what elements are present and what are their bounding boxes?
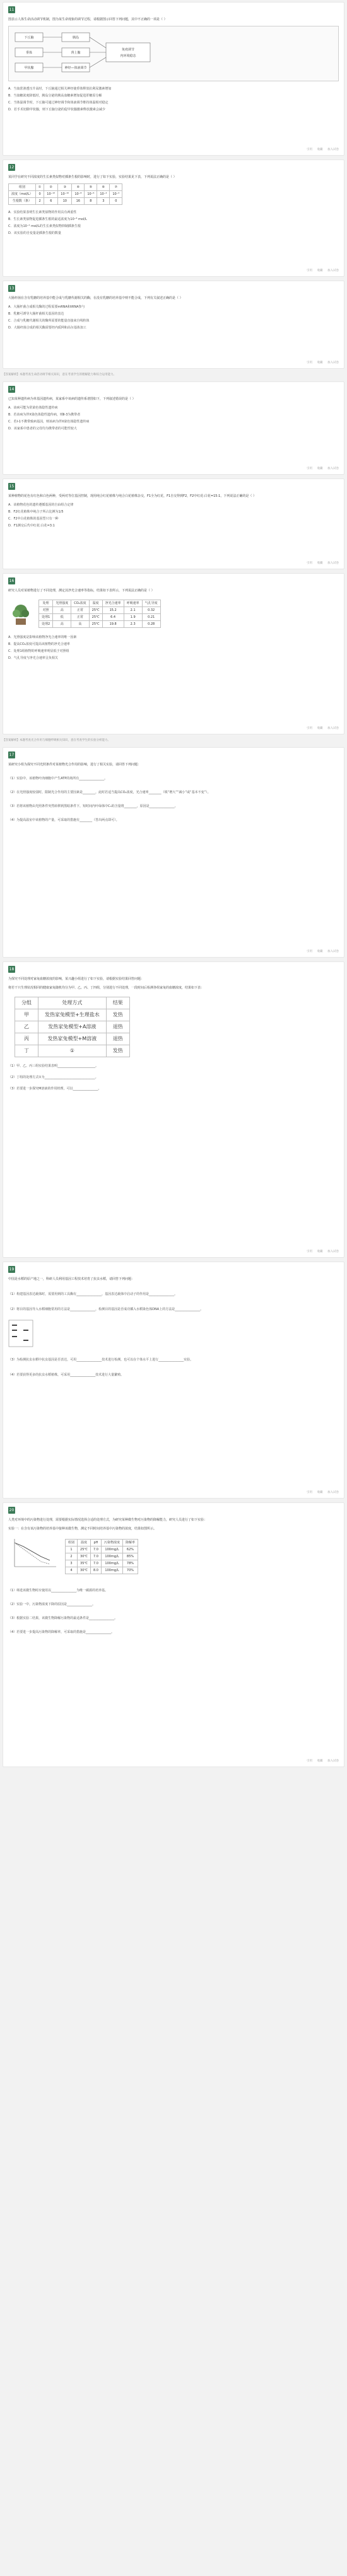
question-number: 15: [9, 484, 15, 489]
table-cell: 25℃: [89, 621, 102, 628]
sub-question: （4）若要进一步提高污染物的降解率，可采取的措施是________________。: [8, 1630, 115, 1634]
data-table: [8, 183, 122, 205]
table-row: [66, 1553, 138, 1560]
question-number: 13: [9, 286, 15, 291]
option[interactable]: C．处理1组植物的呼吸速率明显低于对照组: [8, 649, 69, 653]
table-cell: 10⁻²: [110, 191, 122, 198]
table-row: [15, 1033, 130, 1045]
series-line: [15, 1543, 50, 1564]
cite-button[interactable]: 引用: [307, 727, 313, 730]
fig-label: 免疫调节: [121, 48, 135, 52]
question-actions: [303, 467, 339, 472]
table-cell: 处理1: [39, 614, 53, 621]
option[interactable]: B．乳糖可诱导大肠杆菌相关基因的表达: [8, 312, 64, 316]
table-cell: 发热家兔模型+A溶液: [38, 1021, 107, 1033]
table-cell: 25℃: [89, 607, 102, 614]
question-number: 12: [9, 165, 15, 170]
option[interactable]: D．F1测交后代中红花:白花=3:1: [8, 524, 55, 528]
add-to-paper-button[interactable]: 加入试卷: [327, 361, 339, 364]
table-header-cell: 组别: [66, 1540, 78, 1546]
option[interactable]: A．当血浆渗透压升高时，下丘脑通过相关神经使垂体释放抗利尿激素增加: [8, 87, 112, 91]
plant-image: [8, 601, 33, 626]
question-stem: 图表示人体生命活动调节机制，图为某生命现象的调节过程，请根据图示回答下列问题，其中不正确的一项是（ ）: [8, 18, 167, 21]
question-stem: 已知某种遗传病为单基因遗传病，某家系中该病的遗传系谱图如下，下列叙述错误的是（ ）: [8, 397, 136, 401]
add-to-paper-button[interactable]: 加入试卷: [327, 269, 339, 272]
question-card: [3, 381, 344, 475]
table-cell: 10⁻⁴: [97, 191, 110, 198]
add-to-paper-button[interactable]: 加入试卷: [327, 1491, 339, 1494]
question-stem: 某种植物的花色有红色和白色两种，受两对等位基因控制，现用纯合红花植株与纯合白花植株杂交，F1全为红花，F1自交得到F2，F2中红花:白花=15:1，下列说法正确的是（ ）: [8, 494, 256, 498]
table-header-cell: ①: [35, 184, 44, 191]
table-cell: 78%: [122, 1560, 138, 1567]
table-row: [66, 1560, 138, 1567]
fig-label: 下丘脑: [24, 36, 34, 40]
data-table: [65, 1539, 138, 1574]
table-header-cell: 温度: [89, 600, 102, 607]
sub-question: （3）若要进一步探究M溶液的作用机理，可以________________。: [8, 1087, 102, 1091]
table-row: [15, 1021, 130, 1033]
favorite-button[interactable]: 收藏: [317, 562, 323, 565]
question-card: [3, 573, 344, 734]
option[interactable]: B．当血糖浓度降低时，胰岛分泌的胰高血糖素增加促进肝糖原分解: [8, 94, 102, 98]
sub-question: （1）实验中，该植物叶肉细胞中产生ATP的场所有________________。: [8, 777, 108, 780]
table-header-cell: ③: [58, 184, 72, 191]
table-header-cell: 结果: [106, 997, 129, 1009]
question-card: [3, 1262, 344, 1499]
table-cell: 0.21: [142, 614, 160, 621]
table-cell: 高: [53, 607, 71, 614]
cite-button[interactable]: 引用: [307, 148, 313, 151]
sub-question: （1）构建基因表达载体时，需要用到的工具酶有________________，基因表达载体中启动子的作用是________________。: [8, 1292, 178, 1296]
option[interactable]: D．气孔导度与净光合速率呈负相关: [8, 656, 58, 660]
table-cell: 2.3: [124, 621, 142, 628]
regulation-diagram: [11, 29, 156, 77]
fig-label: 神经—体液调节: [64, 66, 87, 70]
question-number: 16: [9, 579, 15, 583]
sub-question: （1）甲、乙、丙三组实验结果表明________________________。: [8, 1064, 99, 1068]
question-number: 14: [9, 387, 15, 392]
table-cell: 高: [71, 621, 89, 628]
question-card: [3, 747, 344, 958]
table-cell: 1: [66, 1546, 78, 1553]
question-card: [3, 1502, 344, 1767]
table-cell: 19.8: [102, 621, 124, 628]
question-intro: 将若干只生理状况相同的健康家兔随机均分为甲、乙、丙、丁四组，分别进行不同处理，一段时间后检测各组家兔的血糖浓度，结果如下表：: [8, 986, 204, 990]
question-stem: 中国是水稻的原产地之一，科研人员利用基因工程技术培育了抗虫水稻，请回答下列问题：: [8, 1277, 135, 1281]
table-cell: 2: [35, 198, 44, 205]
table-row: [66, 1546, 138, 1553]
question-card: [3, 160, 344, 277]
table-cell: 发热: [106, 1045, 129, 1057]
table-cell: 8: [85, 198, 97, 205]
fig-label: 胰岛: [72, 36, 79, 40]
option[interactable]: B．提高CO₂浓度可提高该植物的净光合速率: [8, 642, 70, 646]
sub-question: （4）为提高温室中该植物的产量，可采取的措施有________（答出两点即可）。: [8, 818, 119, 822]
option[interactable]: B．生长素类似物促进插条生根的最适浓度为10⁻⁸ mol/L: [8, 218, 87, 221]
table-cell: 丁: [15, 1045, 38, 1057]
option[interactable]: A．光照强度是影响该植物净光合速率的唯一因素: [8, 635, 77, 639]
table-cell: 3: [66, 1560, 78, 1567]
table-cell: 低: [53, 614, 71, 621]
answer-note: 【答案解析】本题考查生命活动调节相关知识，意在考查学生的理解能力和综合运用能力。: [3, 373, 116, 376]
table-cell: 正常: [71, 607, 89, 614]
table-row: [15, 1045, 130, 1057]
table-cell: 25℃: [78, 1546, 91, 1553]
question-actions: [303, 1250, 339, 1255]
electrophoresis-image: [8, 1320, 33, 1347]
option[interactable]: A．该植物花色的遗传遵循基因的自由组合定律: [8, 503, 74, 507]
table-header-cell: 光照强度: [53, 600, 71, 607]
table-header-cell: ④: [72, 184, 85, 191]
table-cell: 3: [97, 198, 110, 205]
sub-question: （2）在光照强度较弱时，限制光合作用的主要因素是________，此时若适当提高CO₂浓度，光合速率________（填“增大”“减小”或“基本不变”）。: [8, 791, 211, 794]
table-cell: 25℃: [89, 614, 102, 621]
add-to-paper-button[interactable]: 加入试卷: [327, 950, 339, 953]
table-header-cell: ⑦: [110, 184, 122, 191]
favorite-button[interactable]: 收藏: [317, 950, 323, 953]
sub-question: （4）若要获得更多的抗虫水稻植株，可采用________________技术进行大量繁殖。: [8, 1373, 124, 1377]
table-cell: 0.32: [142, 607, 160, 614]
option[interactable]: B．若该病为伴X染色体隐性遗传病，则Ⅱ-3为携带者: [8, 413, 81, 417]
option[interactable]: D．大肠杆菌合成的相关酶需要经内质网和高尔基体加工: [8, 326, 86, 330]
option[interactable]: C．F2中白花植株的基因型只有一种: [8, 517, 59, 521]
table-header-cell: 处理方式: [38, 997, 107, 1009]
data-table: [38, 600, 161, 628]
table-cell: 发热家兔模型+M溶液: [38, 1033, 107, 1045]
table-cell: 丙: [15, 1033, 38, 1045]
table-cell: 10⁻¹⁰: [58, 191, 72, 198]
option[interactable]: C．合成与乳糖代谢相关的酶所需要的能量直接来自线粒体: [8, 319, 90, 323]
table-cell: 乙: [15, 1021, 38, 1033]
question-card: [3, 479, 344, 569]
table-cell: 2: [66, 1553, 78, 1560]
table-cell: 0: [35, 191, 44, 198]
table-row: [39, 621, 161, 628]
question-actions: [303, 269, 339, 274]
cite-button[interactable]: 引用: [307, 562, 313, 565]
fig-label: 内环境稳态: [120, 54, 136, 58]
question-stem: 人类对环境中的污染物进行处理，需要根据实际情况选择合适的处理方式，为研究某种微生物对污染物的降解能力，研究人员进行了如下实验：: [8, 1518, 208, 1522]
table-cell: 100mg/L: [101, 1553, 122, 1560]
table-header-cell: 降解率: [122, 1540, 138, 1546]
table-cell: 退热: [106, 1021, 129, 1033]
favorite-button[interactable]: 收藏: [317, 361, 323, 364]
table-row: [39, 607, 161, 614]
line-chart: [8, 1536, 59, 1572]
question-stem: 大肠杆菌在含有乳糖的培养基中能合成与乳糖代谢相关的酶，在没有乳糖的培养基中则不能合成，下列有关叙述正确的是（ ）: [8, 296, 183, 300]
cite-button[interactable]: 引用: [307, 1250, 313, 1253]
table-cell: 70%: [122, 1567, 138, 1574]
option[interactable]: D．该实验的自变量是插条生根的数量: [8, 231, 61, 235]
table-cell: 30℃: [78, 1553, 91, 1560]
table-cell: 10: [58, 198, 72, 205]
question-actions: [303, 148, 339, 153]
sub-question: （2）丁组的处理方式①为________________________________。: [8, 1076, 98, 1079]
question-card: [3, 281, 344, 369]
question-number: 20: [9, 1508, 15, 1512]
question-card: [3, 961, 344, 1258]
table-cell: 退热: [106, 1033, 129, 1045]
table-row: [66, 1567, 138, 1574]
table-cell: 16: [72, 198, 85, 205]
question-card: [3, 2, 344, 156]
sub-question: （2）实验一中，污染物浓度下降的原因是________________。: [8, 1603, 96, 1606]
series-line: [15, 1543, 50, 1560]
question-number: 17: [9, 753, 15, 757]
table-header-cell: ⑥: [97, 184, 110, 191]
table-cell: 0: [110, 198, 122, 205]
option[interactable]: D．若手术切除甲状腺，则下丘脑分泌的促甲状腺激素释放激素会减少: [8, 108, 105, 112]
table-cell: 30℃: [78, 1567, 91, 1574]
table-header-cell: 气孔导度: [142, 600, 160, 607]
table-cell: 6.4: [102, 614, 124, 621]
figure-and-table: [8, 597, 339, 633]
table-cell: 10⁻⁸: [72, 191, 85, 198]
table-row: [9, 191, 122, 198]
cite-button[interactable]: 引用: [307, 361, 313, 364]
table-cell: 85%: [122, 1553, 138, 1560]
question-stem: 某同学在研究不同浓度的生长素类似物对插条生根的影响时，进行了如下实验，实验结果见下表，下列说法正确的是（ ）: [8, 175, 177, 179]
gel-figure: [8, 1320, 339, 1347]
favorite-button[interactable]: 收藏: [317, 727, 323, 730]
table-cell: ①: [38, 1045, 107, 1057]
chart-and-table: [8, 1536, 339, 1579]
table-cell: 8.0: [91, 1567, 102, 1574]
add-to-paper-button[interactable]: 加入试卷: [327, 148, 339, 151]
option[interactable]: C．浓度为10⁻² mol/L的生长素类似物抑制插条生根: [8, 224, 81, 228]
table-cell: 0.28: [142, 621, 160, 628]
table-cell: 35℃: [78, 1560, 91, 1567]
sub-question: （2）将目的基因导入水稻细胞常用的方法是________________，检测目的基因是否成功插入水稻染色体DNA上的方法是________________。: [8, 1308, 204, 1311]
question-number: 18: [9, 967, 15, 972]
add-to-paper-button[interactable]: 加入试卷: [327, 467, 339, 470]
sub-question: （3）若将该植物由光照条件突然转移到黑暗条件下，短时间内叶绿体中C₃的含量将________，原因是________________。: [8, 804, 178, 808]
add-to-paper-button[interactable]: 加入试卷: [327, 1760, 339, 1763]
table-cell: 2.1: [124, 607, 142, 614]
favorite-button[interactable]: 收藏: [317, 1760, 323, 1763]
answer-note: 【答案解析】本题考查光合作用与细胞呼吸相关知识，意在考查学生的实验分析能力。: [3, 739, 110, 742]
sub-question: （1）筛选该微生物时应使用以________________为唯一碳源的培养基。: [8, 1589, 109, 1593]
option[interactable]: A．大肠杆菌合成相关酶的过程需要mRNA和tRNA参与: [8, 305, 85, 309]
table-row: [15, 1009, 130, 1021]
table-header-cell: 温度: [78, 1540, 91, 1546]
table-cell: 6: [44, 198, 58, 205]
option[interactable]: A．该病可能为常染色体隐性遗传病: [8, 406, 58, 410]
table-cell: 处理2: [39, 621, 53, 628]
table-cell: 7.0: [91, 1546, 102, 1553]
table-cell: 甲: [15, 1009, 38, 1021]
table-header-cell: ②: [44, 184, 58, 191]
diagram-figure: [8, 26, 339, 81]
question-actions: [303, 726, 339, 731]
fig-label: 肾上腺: [71, 51, 81, 55]
question-number: 11: [9, 8, 15, 12]
table-header-cell: 处理: [39, 600, 53, 607]
table-cell: 100mg/L: [101, 1567, 122, 1574]
question-actions: [303, 949, 339, 954]
table-cell: 高: [53, 621, 71, 628]
option[interactable]: C．若Ⅰ-1不携带致病基因，则该病为伴X染色体隐性遗传病: [8, 420, 90, 424]
table-cell: 发热家兔模型+生理盐水: [38, 1009, 107, 1021]
table-header-cell: 净光合速率: [102, 600, 124, 607]
question-number: 19: [9, 1267, 15, 1272]
add-to-paper-button[interactable]: 加入试卷: [327, 727, 339, 730]
table-cell: 生根数（条）: [9, 198, 36, 205]
question-actions: [303, 361, 339, 366]
question-stem: 某研究小组为探究不同光照条件对某植物光合作用的影响，进行了相关实验，请回答下列问题：: [8, 763, 141, 767]
table-header-cell: 组别: [9, 184, 36, 191]
question-stem: 为探究不同处理对家兔血糖浓度的影响，某兴趣小组进行了如下实验，请根据实验结果回答问题：: [8, 977, 144, 981]
table-cell: 100mg/L: [101, 1546, 122, 1553]
table-row: [39, 614, 161, 621]
table-header-cell: 污染物浓度: [101, 1540, 122, 1546]
cite-button[interactable]: 引用: [307, 1760, 313, 1763]
cite-button[interactable]: 引用: [307, 269, 313, 272]
add-to-paper-button[interactable]: 加入试卷: [327, 1250, 339, 1253]
fig-label: 甲状腺: [24, 66, 34, 70]
favorite-button[interactable]: 收藏: [317, 1250, 323, 1253]
option[interactable]: A．实验结果表明生长素类似物的作用具有两重性: [8, 211, 77, 214]
question-actions: [303, 1490, 339, 1495]
table-cell: 发热: [106, 1009, 129, 1021]
favorite-button[interactable]: 收藏: [317, 1491, 323, 1494]
cite-button[interactable]: 引用: [307, 1491, 313, 1494]
table-cell: 7.0: [91, 1553, 102, 1560]
add-to-paper-button[interactable]: 加入试卷: [327, 562, 339, 565]
question-intro: 实验一：在含有该污染物的培养基中接种该微生物，测定不同时间培养基中污染物的浓度，结果如图所示。: [8, 1527, 157, 1531]
table-header-cell: 分组: [15, 997, 38, 1009]
favorite-button[interactable]: 收藏: [317, 467, 323, 470]
question-stem: 研究人员对某植物进行了不同处理，测定其净光合速率等指标，结果如下表所示，下列说法正确的是（ ）: [8, 589, 155, 593]
option[interactable]: C．当体温调节时，下丘脑可通过神经调节和体液调节维持体温相对稳定: [8, 101, 109, 105]
table-header-cell: pH: [91, 1540, 102, 1546]
cite-button[interactable]: 引用: [307, 950, 313, 953]
table-cell: 62%: [122, 1546, 138, 1553]
table-header-cell: ⑤: [85, 184, 97, 191]
data-table: [15, 997, 130, 1057]
fig-label: 垂体: [25, 51, 33, 55]
table-row: [9, 198, 122, 205]
table-header-cell: 呼吸速率: [124, 600, 142, 607]
table-cell: 浓度（mol/L）: [9, 191, 36, 198]
cite-button[interactable]: 引用: [307, 467, 313, 470]
favorite-button[interactable]: 收藏: [317, 148, 323, 151]
table-cell: 正常: [71, 614, 89, 621]
favorite-button[interactable]: 收藏: [317, 269, 323, 272]
table-cell: 15.2: [102, 607, 124, 614]
table-cell: 10⁻¹²: [44, 191, 58, 198]
question-actions: [303, 1759, 339, 1764]
sub-question: （3）为检测抗虫水稻中抗虫基因是否表达，可用________________技术进行检测，也可以在个体水平上进行________________实验。: [8, 1358, 194, 1362]
table-cell: 7.0: [91, 1560, 102, 1567]
table-header-cell: CO₂浓度: [71, 600, 89, 607]
option[interactable]: D．该家系中患者的父母均为携带者的可能性较大: [8, 427, 77, 431]
table-cell: 对照: [39, 607, 53, 614]
table-cell: 10⁻⁶: [85, 191, 97, 198]
question-actions: [303, 561, 339, 566]
sub-question: （3）根据实验二结果，该微生物降解污染物的最适条件是________________。: [8, 1616, 118, 1620]
option[interactable]: B．F2红花植株中纯合子所占比例为1/5: [8, 510, 64, 514]
table-cell: 4: [66, 1567, 78, 1574]
table-cell: 1.9: [124, 614, 142, 621]
table-cell: 100mg/L: [101, 1560, 122, 1567]
